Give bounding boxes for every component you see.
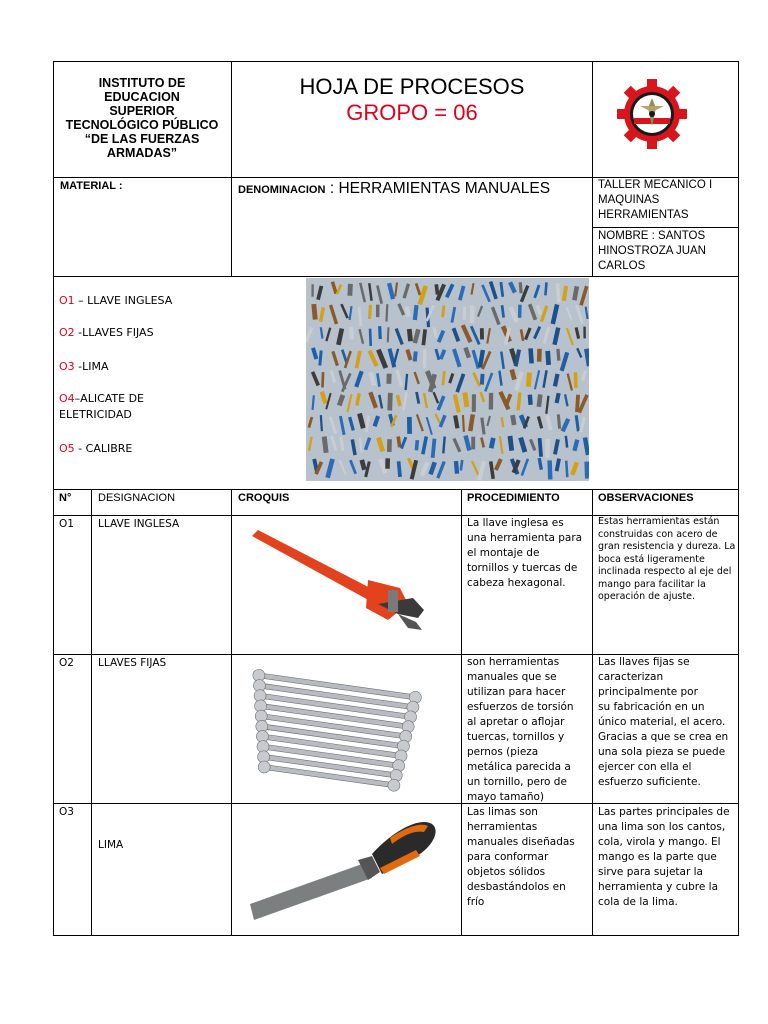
text-line: construidas con acero de [598, 528, 718, 540]
institute-line: INSTITUTO DE [98, 76, 186, 90]
denominacion-value: : HERRAMIENTAS MANUALES [329, 180, 551, 197]
denominacion [238, 180, 550, 198]
text-line: mango para facilitar la [598, 578, 706, 590]
row-designacion: LLAVES FIJAS [98, 657, 167, 669]
nombre-line: HINOSTROZA JUAN [598, 245, 706, 257]
col-divider [91, 489, 92, 936]
table-border-bottom [53, 935, 739, 936]
tool-list-item [59, 441, 132, 457]
taller-name [598, 178, 712, 223]
row-designacion: LIMA [98, 839, 124, 851]
text-line: tornillos y tuercas de [467, 562, 578, 574]
text-line: esfuerzo suficiente. [598, 776, 701, 788]
tool-number: O5 [59, 442, 75, 455]
text-line: herramienta y cubre la [598, 881, 719, 893]
tool-list-item [59, 391, 144, 407]
text-line: esfuerzos de torsión [467, 701, 574, 713]
tool-number: O2 [59, 326, 75, 339]
text-line: una sola pieza se puede [598, 746, 726, 758]
table-border-top [53, 61, 739, 62]
text-line: desbastándolos en [467, 881, 566, 893]
tool-name: – LLAVE INGLESA [74, 294, 173, 307]
denominacion-label: DENOMINACION [238, 184, 326, 196]
col-header-num: N° [59, 492, 72, 504]
tool-number: O1 [59, 294, 75, 307]
row-number: O2 [59, 657, 74, 669]
text-line: frío [467, 896, 485, 908]
row-number: O3 [59, 806, 74, 818]
tool-name: - CALIBRE [74, 442, 133, 455]
institute-logo [616, 78, 688, 150]
table-border-right [738, 61, 739, 936]
text-line: pernos (pieza [467, 746, 539, 758]
nombre-line: CARLOS [598, 260, 646, 272]
institute-line: “DE LAS FUERZAS [84, 132, 200, 146]
text-line: caracterizan [598, 671, 664, 683]
text-line: un tornillo, pero de [467, 776, 567, 788]
row-divider [53, 276, 739, 277]
pipe-wrench-image [238, 518, 430, 650]
text-line: una lima son los cantos, [598, 821, 726, 833]
taller-line: HERRAMIENTAS [598, 209, 689, 221]
text-line: el montaje de [467, 547, 540, 559]
student-name [598, 229, 706, 274]
institute-line: ARMADAS” [106, 146, 178, 160]
institute-line: EDUCACION [104, 90, 180, 104]
row-divider [53, 489, 739, 490]
tool-list-item [59, 293, 172, 309]
institute-name [55, 76, 229, 160]
document-title-block [232, 74, 592, 126]
tool-name: -LLAVES FIJAS [74, 326, 154, 339]
text-line: utilizan para hacer [467, 686, 566, 698]
tool-wall-photo [306, 278, 589, 481]
text-line: Gracias a que se crea en [598, 731, 729, 743]
row-divider [592, 227, 739, 228]
text-line: Estas herramientas están [598, 516, 720, 527]
text-line: sirve para sujetar la [598, 866, 703, 878]
text-line: Las llaves fijas se [598, 656, 690, 668]
row-procedimiento [467, 655, 574, 805]
row-observaciones [598, 655, 728, 790]
file-tool-image [240, 808, 440, 930]
tool-list-item [59, 359, 109, 375]
col-header-designacion: DESIGNACION [98, 492, 176, 504]
row-procedimiento [467, 805, 575, 910]
tool-number: O3 [59, 360, 75, 373]
col-divider [592, 61, 593, 277]
text-line: único material, el acero. [598, 716, 726, 728]
text-line: boca está ligeramente [598, 553, 705, 565]
text-line: herramientas [467, 821, 538, 833]
text-line: mango es la parte que [598, 851, 717, 863]
text-line: gran resistencia y dureza. La [598, 541, 736, 552]
institute-line: SUPERIOR [109, 104, 175, 118]
row-observaciones [598, 805, 730, 910]
text-line: manuales que se [467, 671, 557, 683]
tool-list-item [59, 325, 154, 341]
row-observaciones [598, 516, 735, 604]
col-divider [461, 489, 462, 936]
tool-name: –ALICATE DE [74, 392, 145, 405]
tool-list-item [59, 407, 132, 423]
col-header-procedimiento: PROCEDIMIENTO [467, 492, 560, 504]
text-line: mayo tamaño) [467, 791, 545, 803]
institute-line: TECNOLÓGICO PÚBLICO [65, 118, 219, 132]
text-line: La llave inglesa es [467, 517, 564, 529]
text-line: metálica parecida a [467, 761, 571, 773]
row-designacion: LLAVE INGLESA [98, 518, 180, 530]
taller-line: MAQUINAS [598, 194, 660, 206]
text-line: inclinada respecto al eje del [598, 566, 732, 577]
open-wrenches-image [238, 660, 432, 800]
text-line: cola de la lima. [598, 896, 678, 908]
text-line: cabeza hexagonal. [467, 577, 566, 589]
text-line: Las limas son [467, 806, 538, 818]
col-divider [592, 489, 593, 936]
nombre-line: NOMBRE : SANTOS [598, 230, 706, 242]
row-number: O1 [59, 518, 74, 530]
text-line: objetos sólidos [467, 866, 546, 878]
table-border-left [53, 61, 54, 936]
text-line: su fabricación en un [598, 701, 705, 713]
text-line: manuales diseñadas [467, 836, 575, 848]
col-divider [231, 489, 232, 936]
text-line: son herramientas [467, 656, 560, 668]
material-label: MATERIAL : [60, 180, 123, 192]
row-divider [53, 803, 739, 804]
text-line: tuercas, tornillos y [467, 731, 565, 743]
tool-number: O4 [59, 392, 75, 405]
text-line: operación de ajuste. [598, 591, 696, 602]
text-line: una herramienta para [467, 532, 583, 544]
text-line: para conformar [467, 851, 549, 863]
document-title: HOJA DE PROCESOS [299, 74, 525, 99]
text-line: ejercer con ella el [598, 761, 692, 773]
tool-name: -LIMA [74, 360, 109, 373]
text-line: cola, virola y mango. El [598, 836, 721, 848]
row-procedimiento [467, 516, 582, 591]
col-header-croquis: CROQUIS [238, 492, 290, 504]
taller-line: TALLER MECANICO I [598, 179, 713, 191]
tool-name: ELETRICIDAD [59, 408, 132, 421]
text-line: Las partes principales de [598, 806, 730, 818]
text-line: al apretar o aflojar [467, 716, 565, 728]
col-header-observaciones: OBSERVACIONES [598, 492, 694, 504]
group-number: GROPO = 06 [346, 100, 478, 125]
text-line: principalmente por [598, 686, 698, 698]
